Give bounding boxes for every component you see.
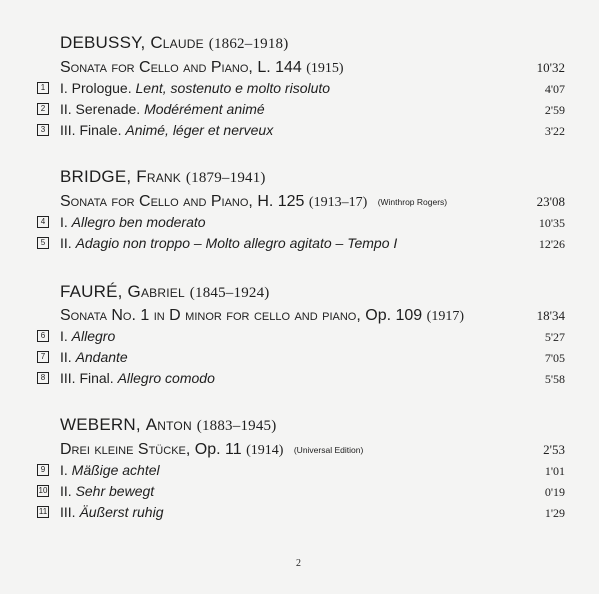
track-duration: 5'58 — [544, 372, 565, 386]
composer-last-name: DEBUSSY, — [60, 33, 146, 52]
composer-first-name: Claude — [150, 33, 204, 52]
work-catalogue: H. 125 — [257, 193, 305, 210]
track-duration: 10'35 — [538, 216, 565, 230]
composer-last-name: WEBERN, — [60, 415, 141, 434]
composer-heading-debussy — [60, 33, 288, 53]
track-number-box: 2 — [37, 103, 49, 115]
track-title: II. Adagio non troppo – Molto allegro agitato – Tempo I — [60, 235, 398, 251]
track-duration: 0'19 — [544, 485, 565, 499]
work-duration: 18'34 — [536, 308, 565, 323]
work-publisher: (Winthrop Rogers) — [377, 197, 448, 207]
track-number-box: 9 — [37, 464, 49, 476]
track-duration: 2'59 — [544, 103, 565, 117]
track-row — [37, 370, 565, 388]
track-number-box: 3 — [37, 124, 49, 136]
composer-last-name: BRIDGE, — [60, 167, 132, 186]
work-year: (1914) — [246, 443, 284, 458]
track-title: II. Sehr bewegt — [60, 483, 155, 499]
track-duration: 4'07 — [544, 82, 565, 96]
work-title: Sonata for Cello and Piano, — [60, 59, 253, 76]
page-number: 2 — [296, 558, 301, 569]
composer-first-name: Gabriel — [127, 282, 185, 301]
track-title: II. Serenade. Modérément animé — [60, 101, 265, 117]
track-row — [37, 483, 565, 501]
work-heading — [60, 441, 565, 459]
work-catalogue: Op. 11 — [194, 441, 242, 458]
composer-first-name: Anton — [145, 415, 192, 434]
track-number-box: 6 — [37, 330, 49, 342]
track-duration: 5'27 — [544, 330, 565, 344]
track-duration: 1'29 — [544, 506, 565, 520]
track-row — [37, 101, 565, 119]
composer-first-name: Frank — [136, 167, 181, 186]
track-duration: 1'01 — [544, 464, 565, 478]
work-heading — [60, 193, 565, 211]
track-row — [37, 462, 565, 480]
composer-years: (1845–1924) — [189, 285, 270, 301]
work-title: Sonata for Cello and Piano, — [60, 193, 253, 210]
work-duration: 23'08 — [536, 194, 565, 209]
track-row — [37, 80, 565, 98]
work-title: Drei kleine Stücke, — [60, 441, 191, 458]
track-number-box: 5 — [37, 237, 49, 249]
work-duration: 2'53 — [543, 442, 565, 457]
track-row — [37, 504, 565, 522]
track-duration: 3'22 — [544, 124, 565, 138]
composer-heading-faure — [60, 282, 270, 302]
track-duration: 7'05 — [544, 351, 565, 365]
track-title: III. Äußerst ruhig — [60, 504, 164, 520]
track-row — [37, 349, 565, 367]
track-title: I. Mäßige achtel — [60, 462, 160, 478]
track-duration: 12'26 — [538, 237, 565, 251]
track-number-box: 1 — [37, 82, 49, 94]
track-title: III. Final. Allegro comodo — [60, 370, 215, 386]
track-row — [37, 328, 565, 346]
work-year: (1913–17) — [308, 195, 368, 210]
composer-years: (1862–1918) — [208, 36, 289, 52]
work-heading — [60, 59, 565, 77]
track-number-box: 7 — [37, 351, 49, 363]
composer-years: (1883–1945) — [196, 418, 277, 434]
track-title: I. Allegro ben moderato — [60, 214, 206, 230]
track-number-box: 8 — [37, 372, 49, 384]
work-title: Sonata No. 1 in D minor for cello and piano, — [60, 307, 361, 324]
composer-years: (1879–1941) — [185, 170, 266, 186]
work-year: (1915) — [306, 61, 344, 76]
track-row — [37, 214, 565, 232]
composer-heading-bridge — [60, 167, 266, 187]
work-heading — [60, 307, 565, 325]
composer-heading-webern — [60, 415, 276, 435]
track-row — [37, 122, 565, 140]
track-number-box: 10 — [38, 486, 48, 495]
track-row — [37, 235, 565, 253]
work-year: (1917) — [426, 309, 464, 324]
track-title: I. Allegro — [60, 328, 116, 344]
track-title: III. Finale. Animé, léger et nerveux — [60, 122, 274, 138]
track-number-box: 11 — [38, 507, 48, 516]
work-publisher: (Universal Edition) — [293, 445, 364, 455]
work-catalogue: L. 144 — [257, 59, 302, 76]
track-number-box: 4 — [37, 216, 49, 228]
composer-last-name: FAURÉ, — [60, 282, 123, 301]
work-catalogue: Op. 109 — [365, 307, 423, 324]
track-title: II. Andante — [60, 349, 128, 365]
work-duration: 10'32 — [536, 60, 565, 75]
track-title: I. Prologue. Lent, sostenuto e molto risoluto — [60, 80, 331, 96]
